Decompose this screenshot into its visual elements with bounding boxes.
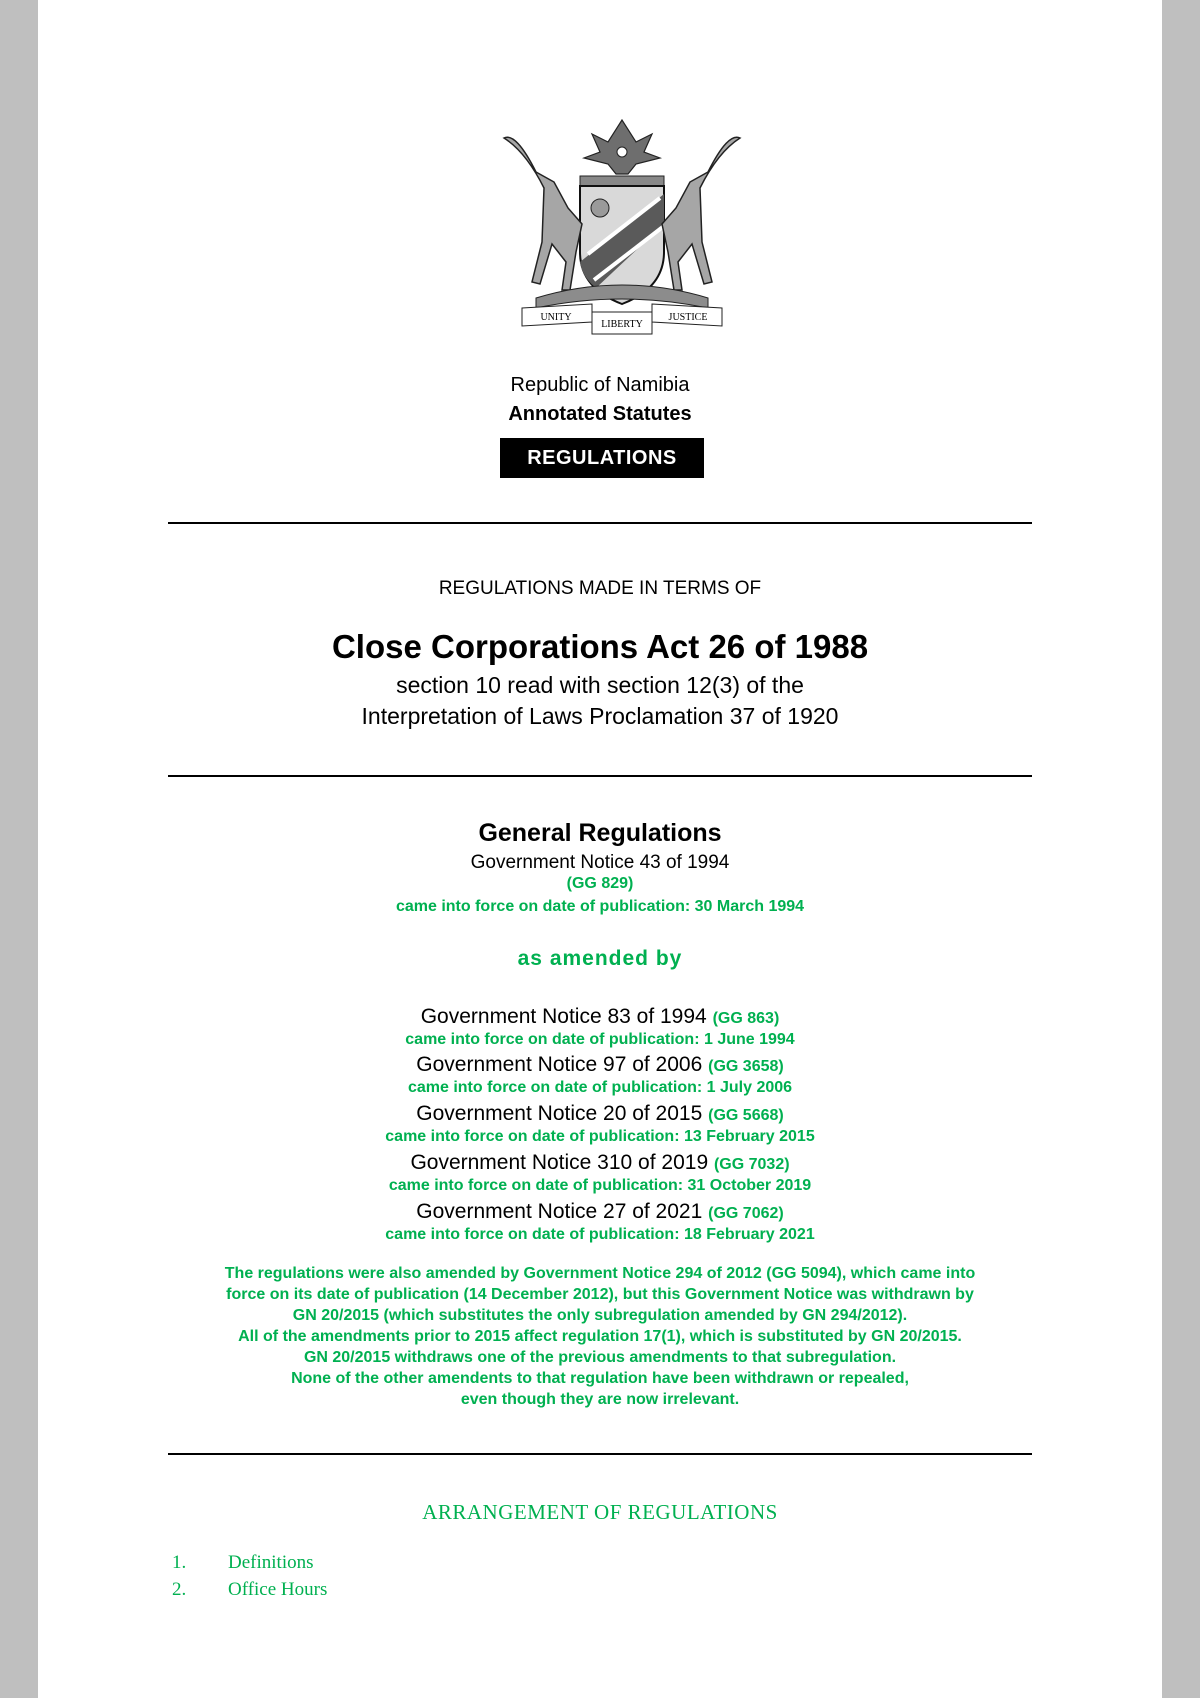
regulation-commencement: came into force on date of publication: 30 March 1994: [395, 898, 805, 915]
made-in-terms-of: REGULATIONS MADE IN TERMS OF: [438, 578, 762, 599]
amendment-commencement: came into force on date of publication: 31 October 2019: [388, 1177, 812, 1194]
act-title: Close Corporations Act 26 of 1988: [331, 628, 869, 665]
arrangement-title: ARRANGEMENT OF REGULATIONS: [422, 1500, 778, 1524]
amendment-gazette: (GG 3658): [708, 1058, 784, 1075]
amendment-notice: [38, 1151, 1162, 1175]
editorial-note-line: None of the other amendents to that regulation have been withdrawn or repealed,: [291, 1370, 909, 1387]
amendment-notice: [38, 1200, 1162, 1224]
country-name: Republic of Namibia: [510, 374, 690, 396]
amendment-commencement: came into force on date of publication: 13 February 2015: [385, 1128, 815, 1145]
regulations-badge: REGULATIONS: [500, 438, 704, 478]
amendment-commencement: came into force on date of publication: 1 July 2006: [407, 1079, 793, 1096]
divider: [168, 775, 1032, 777]
amendment-notice: [38, 1102, 1162, 1126]
amendment-notice: [38, 1005, 1162, 1029]
namibia-coat-of-arms-icon: [496, 112, 748, 344]
amendment-notice-title: Government Notice 83 of 1994: [420, 1005, 707, 1028]
regulation-notice: Government Notice 43 of 1994: [470, 852, 730, 873]
editorial-note-line: All of the amendments prior to 2015 affect regulation 17(1), which is substituted by GN 20/2015.: [238, 1328, 962, 1345]
editorial-note-line: The regulations were also amended by Government Notice 294 of 2012 (GG 5094), which came into: [224, 1265, 976, 1282]
motto-justice: JUSTICE: [668, 312, 708, 323]
regulation-gazette: (GG 829): [566, 875, 634, 892]
editorial-note-line: GN 20/2015 withdraws one of the previous amendments to that subregulation.: [303, 1349, 897, 1366]
regulation-title: General Regulations: [478, 819, 722, 847]
amendment-gazette: (GG 7062): [708, 1205, 784, 1222]
amendment-notice-title: Government Notice 27 of 2021: [416, 1200, 703, 1223]
amendment-notice-title: Government Notice 310 of 2019: [410, 1151, 709, 1174]
toc-item-definitions[interactable]: Definitions: [228, 1552, 314, 1573]
section-line-1: section 10 read with section 12(3) of the: [396, 672, 804, 698]
divider: [168, 522, 1032, 524]
motto-liberty: LIBERTY: [601, 319, 643, 330]
section-line-2: Interpretation of Laws Proclamation 37 of 1920: [361, 703, 839, 729]
toc-item-office-hours[interactable]: Office Hours: [228, 1579, 328, 1600]
amendment-gazette: (GG 863): [712, 1010, 780, 1027]
editorial-note-line: GN 20/2015 (which substitutes the only subregulation amended by GN 294/2012).: [292, 1307, 908, 1324]
amendment-commencement: came into force on date of publication: 18 February 2021: [385, 1226, 815, 1243]
toc-number: 1.: [172, 1552, 187, 1573]
editorial-note-line: force on its date of publication (14 December 2012), but this Government Notice was withdrawn by: [226, 1286, 974, 1303]
amendment-commencement: came into force on date of publication: 1 June 1994: [405, 1031, 795, 1048]
amendment-notice-title: Government Notice 20 of 2015: [416, 1102, 703, 1125]
as-amended-by: as amended by: [517, 947, 683, 970]
amendment-gazette: (GG 7032): [713, 1156, 790, 1173]
amendment-notice: [38, 1053, 1162, 1077]
toc-number: 2.: [172, 1579, 187, 1600]
amendment-notice-title: Government Notice 97 of 2006: [416, 1053, 703, 1076]
divider: [168, 1453, 1032, 1455]
amendment-gazette: (GG 5668): [708, 1107, 784, 1124]
series-name: Annotated Statutes: [508, 403, 692, 425]
editorial-note-line: even though they are now irrelevant.: [460, 1391, 740, 1408]
document-page: [38, 0, 1162, 1698]
motto-unity: UNITY: [540, 312, 572, 323]
